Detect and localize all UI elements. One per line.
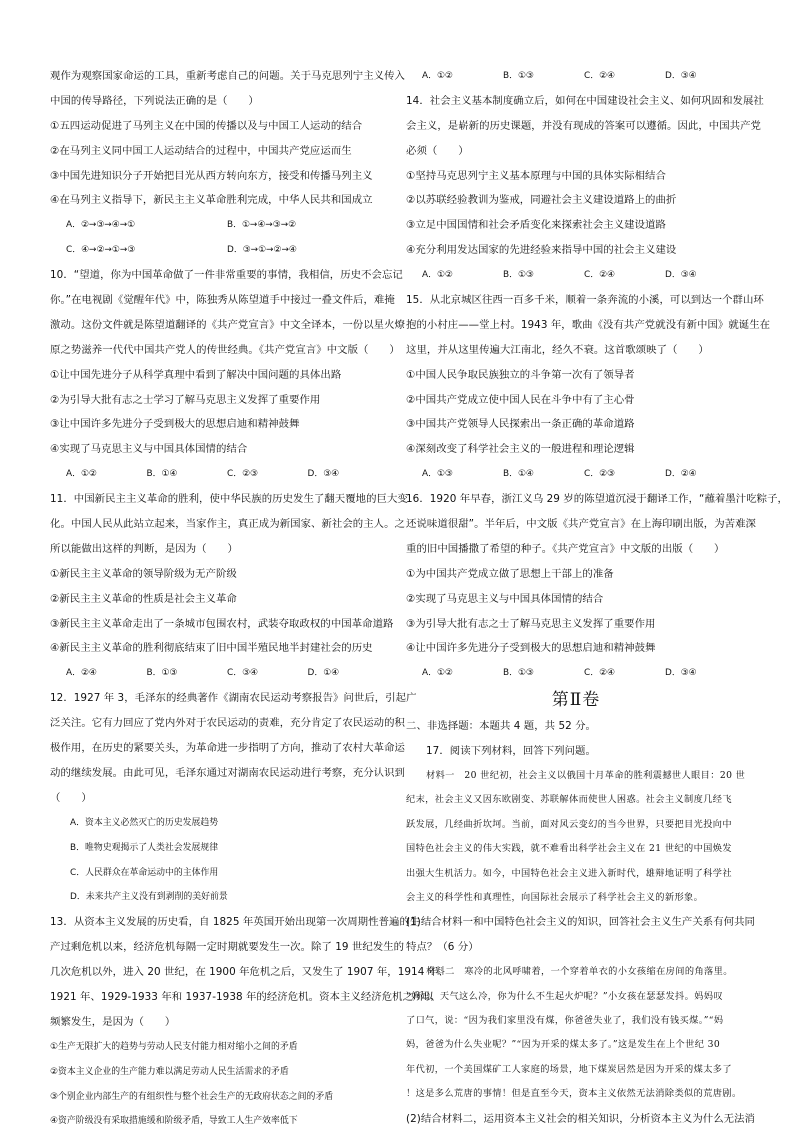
material-text: 妈，爸爸为什么失业呢？”“因为开采的煤太多了。”这是发生在上个世纪 30 xyxy=(406,1039,721,1051)
statement: ③立足中国国情和社会矛盾变化来探索社会主义建设道路 xyxy=(406,219,666,232)
material-text: 纪末，社会主义又因东欧剧变、苏联解体而使世人困惑。社会主义制度几经飞 xyxy=(406,794,732,806)
statement: ①为中国共产党成立做了思想上干部上的准备 xyxy=(406,567,614,580)
statement: ④让中国许多先进分子受到极大的思想启迪和精神鼓舞 xyxy=(406,642,656,655)
choice-a[interactable]: A．资本主义必然灭亡的历史发展趋势 xyxy=(70,817,219,828)
choice-d[interactable]: D．③④ xyxy=(665,668,697,679)
question-13: 13．从资本主义发展的历史看，自 1825 年英国开始出现第一次周期性普遍的生 xyxy=(50,916,421,929)
statement: ③让中国许多先进分子受到极大的思想启迪和精神鼓舞 xyxy=(50,418,300,431)
text-line: 激动。这份文件就是陈望道翻译的《共产党宣言》中文全译本，一份以星火燎 xyxy=(50,318,405,331)
text-line: 还说味道很甜”。半年后，中文版《共产党宣言》在上海印刷出版，为苦难深 xyxy=(406,518,756,531)
text-line: （ ） xyxy=(50,791,92,804)
choice-row xyxy=(50,238,388,263)
text-line: 你。”在电视剧《觉醒年代》中，陈独秀从陈望道手中接过一叠文件后，难掩 xyxy=(50,294,395,307)
statement: ②以苏联经验教训为鉴戒，同避社会主义建设道路上的曲折 xyxy=(406,194,677,207)
choice-d[interactable]: D．②④ xyxy=(665,469,697,480)
choice-b[interactable]: B．①③ xyxy=(503,668,534,679)
choice-d[interactable]: D．未来共产主义没有到剥削的美好前景 xyxy=(70,892,228,903)
choice-c[interactable]: C．②③ xyxy=(227,469,258,480)
choice-c[interactable]: C．②④ xyxy=(584,668,615,679)
material-text: 了口气，说：“因为我们家里没有煤，你爸爸失业了，我们没有钱买煤。”“妈 xyxy=(406,1014,724,1026)
volume-heading: 第Ⅱ卷 xyxy=(551,690,601,711)
text-line: 必须（ ） xyxy=(406,144,469,157)
statement: ③中国共产党领导人民探索出一条正确的革命道路 xyxy=(406,418,635,431)
question-16: 16．1920 年早春，浙江义乌 29 岁的陈望道沉浸于翻译工作，“蘸着墨汁吃粽子， xyxy=(406,493,788,506)
text-line: 产过剩危机以来，经济危机每隔一定时期就要发生一次。除了 19 世纪发生的 xyxy=(50,941,405,954)
text-line: 频繁发生，是因为（ ） xyxy=(50,1015,176,1028)
question-14: 14．社会主义基本制度确立后，如何在中国建设社会主义、如何巩固和发展社 xyxy=(406,94,764,107)
sub-question: (1)结合材料一和中国特色社会主义的知识，回答社会主义生产关系有何共同 xyxy=(406,916,755,929)
choice-a[interactable]: A．②→③→④→① xyxy=(66,220,136,231)
choice-d[interactable]: D．③→①→②→④ xyxy=(227,245,297,256)
statement: ①五四运动促进了马列主义在中国的传播以及与中国工人运动的结合 xyxy=(50,119,363,132)
statement: ③新民主主义革命走出了一条城市包围农村，武装夺取政权的中国革命道路 xyxy=(50,617,394,630)
text-line: 会主义，是崭新的历史课题，并没有现成的答案可以遵循。因此，中国共产党 xyxy=(406,119,761,132)
question-11: 11．中国新民主主义革命的胜利，使中华民族的历史发生了翻天覆地的巨大变 xyxy=(50,493,408,506)
choice-d[interactable]: D．③④ xyxy=(665,71,697,81)
choice-d[interactable]: D．①④ xyxy=(307,668,340,679)
statement: ①让中国先进分子从科学真理中看到了解决中国问题的具体出路 xyxy=(50,368,342,381)
text-line: 所以能做出这样的判断，是因为（ ） xyxy=(50,542,238,555)
material-text: 材料一 20 世纪初，社会主义以俄国十月革命的胜利震撼世人眼目：20 世 xyxy=(426,770,746,782)
choice-c[interactable]: C．人民群众在革命运动中的主体作用 xyxy=(70,867,219,878)
statement: ③为引导大批有志之士了解马克思主义发挥了重要作用 xyxy=(406,617,656,630)
choice-b[interactable]: B．①→④→③→② xyxy=(227,220,297,231)
question-stem: 中国的传导路径，下列说法正确的是（ ） xyxy=(50,94,259,107)
text-line: 重的旧中国播撒了希望的种子。《共产党宣言》中文版的出版（ ） xyxy=(406,542,725,555)
statement: ④充分利用发达国家的先进经验来指导中国的社会主义建设 xyxy=(406,244,677,257)
choice-row xyxy=(406,263,746,288)
sub-question: 特点？（6 分） xyxy=(406,941,479,954)
choice-a[interactable]: A．①② xyxy=(422,71,453,81)
material-text: 国特色社会主义的伟大实践，就不难看出科学社会主义在 21 世纪的中国焕发 xyxy=(406,843,732,855)
material-text: “妈妈，天气这么冷，你为什么不生起火炉呢？”小女孩在瑟瑟发抖。妈妈叹 xyxy=(406,990,723,1002)
choice-b[interactable]: B．①④ xyxy=(146,469,178,480)
choice-b[interactable]: B．①③ xyxy=(146,668,178,679)
material-text: 年代初，一个美国煤矿工人家庭的场景，地下煤炭居然是因为开采的煤太多了 xyxy=(406,1063,732,1075)
choice-d[interactable]: D．③④ xyxy=(665,270,697,281)
choice-a[interactable]: A．①② xyxy=(422,668,453,679)
text-line: 泛关注。它有力回应了党内外对于农民运动的责难，充分肯定了农民运动的积 xyxy=(50,717,405,730)
choice-row xyxy=(406,661,746,686)
choice-b[interactable]: B．①③ xyxy=(503,270,534,281)
choice-row xyxy=(50,462,388,487)
statement: ①坚持马克思列宁主义基本原理与中国的具体实际相结合 xyxy=(406,169,666,182)
text-line: 动的继续发展。由此可见，毛泽东通过对湖南农民运动进行考察，充分认识到 xyxy=(50,766,405,779)
statement: ①新民主主义革命的领导阶级为无产阶级 xyxy=(50,567,237,580)
text-line: 原之势滋养一代代中国共产党人的传世经典。《共产党宣言》中文版（ ） xyxy=(50,343,400,356)
statement: ④在马列主义指导下，新民主主义革命胜利完成，中华人民共和国成立 xyxy=(50,194,373,207)
text-line: 几次危机以外，进入 20 世纪，在 1900 年危机之后，又发生了 1907 年，1914 年、 xyxy=(50,966,449,979)
material-text: 跃发展，几经曲折坎坷。当前，面对风云变幻的当今世界，只要把目光投向中 xyxy=(406,818,732,830)
choice-c[interactable]: C．②④ xyxy=(584,270,615,281)
question-17: 17．阅读下列材料，回答下列问题。 xyxy=(426,745,596,758)
statement: ③个别企业内部生产的有组织性与整个社会生产的无政府状态之间的矛盾 xyxy=(50,1091,334,1102)
statement: ②在马列主义同中国工人运动结合的过程中，中国共产党应运而生 xyxy=(50,144,352,157)
choice-d[interactable]: D．③④ xyxy=(307,469,340,480)
choice-b[interactable]: B．唯物史观揭示了人类社会发展规律 xyxy=(70,842,219,853)
choice-a[interactable]: A．①② xyxy=(422,270,453,281)
material-text: 会主义的科学性和真理性，向国际社会展示了科学社会主义的新形象。 xyxy=(406,892,704,903)
choice-a[interactable]: A．②④ xyxy=(66,668,97,679)
statement: ①中国人民争取民族独立的斗争第一次有了领导者 xyxy=(406,368,635,381)
statement: ②资本主义企业的生产能力难以满足劳动人民生活需求的矛盾 xyxy=(50,1066,289,1077)
choice-c[interactable]: C．②④ xyxy=(584,71,615,81)
material-text: 出强大生机活力。如今，中国特色社会主义进入新时代，雄辩地证明了科学社 xyxy=(406,867,732,879)
statement: ①生产无限扩大的趋势与劳动人民支付能力相对缩小之间的矛盾 xyxy=(50,1041,298,1052)
statement: ②为引导大批有志之士学习了解马克思主义发挥了重要作用 xyxy=(50,393,321,406)
text-line: 化。中国人民从此站立起来，当家作主，真正成为新国家、新社会的主人。之 xyxy=(50,518,405,531)
statement: ②实现了马克思主义与中国具体国情的结合 xyxy=(406,592,604,605)
material-text: ！这是多么荒唐的事情！但是直至今天，资本主义依然无法消除类似的荒唐剧。 xyxy=(406,1088,742,1100)
statement: ②新民主主义革命的性质是社会主义革命 xyxy=(50,592,237,605)
choice-a[interactable]: A．①② xyxy=(66,469,97,480)
text-line: 抱的小村庄——堂上村。1943 年，歌曲《没有共产党就没有新中国》就诞生在 xyxy=(406,318,771,331)
section-heading: 二、非选择题：本题共 4 题，共 52 分。 xyxy=(406,720,597,733)
statement: ④实现了马克思主义与中国具体国情的结合 xyxy=(50,443,248,456)
right-column xyxy=(406,64,788,1131)
statement: ④深刻改变了科学社会主义的一般进程和理论逻辑 xyxy=(406,443,635,456)
choice-row xyxy=(406,64,746,89)
choice-b[interactable]: B．①④ xyxy=(503,469,534,480)
text-line: 这里，并从这里传遍大江南北，经久不衰。这首歌颂映了（ ） xyxy=(406,343,709,356)
text-line: 观作为观察国家命运的工具，重新考虑自己的问题。关于马克思列宁主义传入 xyxy=(50,70,405,82)
choice-a[interactable]: A．①③ xyxy=(422,469,453,480)
question-15: 15．从北京城区往西一百多千米，顺着一条奔流的小溪，可以到达一个群山环 xyxy=(406,294,764,307)
statement: ④新民主主义革命的胜利彻底结束了旧中国半殖民地半封建社会的历史 xyxy=(50,642,373,655)
question-10: 10．“望道，你为中国革命做了一件非常重要的事情，我相信，历史不会忘记 xyxy=(50,269,403,282)
statement: ③中国先进知识分子开始把目光从西方转向东方，接受和传播马列主义 xyxy=(50,169,373,182)
text-line: 极作用，在历史的紧要关头，为革命进一步指明了方向，推动了农村大革命运 xyxy=(50,742,405,755)
statement: ④资产阶级没有采取措施缓和阶级矛盾，导致工人生产效率低下 xyxy=(50,1116,298,1127)
choice-c[interactable]: C．②③ xyxy=(584,469,615,480)
material-text: 材料二 寒冷的北风呼啸着，一个穿着单衣的小女孩缩在房间的角落里。 xyxy=(426,966,733,978)
question-12: 12．1927 年 3，毛泽东的经典著作《湖南农民运动考察报告》问世后，引起广 xyxy=(50,692,417,705)
sub-question: (2)结合材料二，运用资本主义社会的相关知识，分析资本主义为什么无法消 xyxy=(406,1112,755,1125)
choice-row xyxy=(50,661,388,686)
choice-row xyxy=(406,462,746,487)
choice-c[interactable]: C．④→②→①→③ xyxy=(66,245,136,256)
choice-b[interactable]: B．①③ xyxy=(503,71,534,81)
choice-row xyxy=(50,213,388,238)
text-line: 1921 年、1929-1933 年和 1937-1938 年的经济危机。资本主义经济危机之所以 xyxy=(50,990,434,1003)
statement: ②中国共产党成立使中国人民在斗争中有了主心骨 xyxy=(406,393,635,406)
choice-c[interactable]: C．③④ xyxy=(227,668,258,679)
